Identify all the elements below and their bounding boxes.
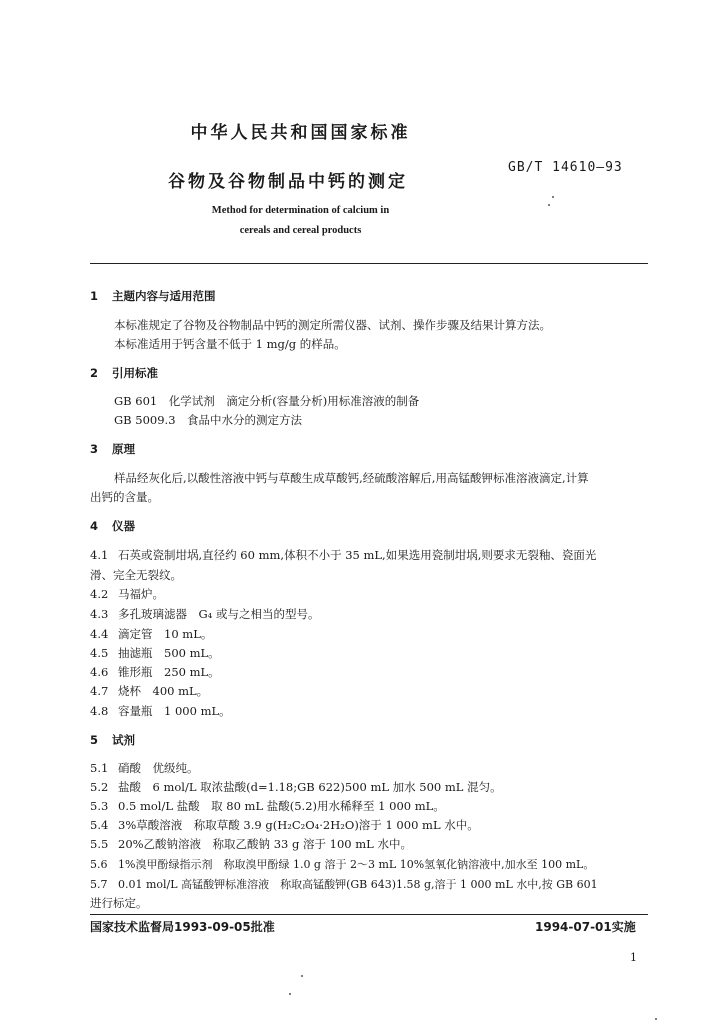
instrument-item: 4.3 多孔玻璃滤器 G₄ 或与之相当的型号。 xyxy=(90,607,320,621)
reagent-item: 5.1 硝酸 优级纯。 xyxy=(90,761,199,775)
instrument-item-continuation: 滑、完全无裂纹。 xyxy=(90,568,182,582)
section-1-paragraph-2: 本标准适用于钙含量不低于 1 mg/g 的样品。 xyxy=(114,337,346,351)
document-title: 谷物及谷物制品中钙的测定 xyxy=(168,172,408,192)
instrument-item: 4.1 石英或瓷制坩埚,直径约 60 mm,体积不小于 35 mL,如果选用瓷制坩埚,则要求无裂釉、瓷面光 xyxy=(90,548,597,562)
scan-speck xyxy=(289,993,291,995)
section-2-heading: 2 引用标准 xyxy=(90,366,158,380)
footer-rule xyxy=(90,914,648,915)
reagent-item: 5.2 盐酸 6 mol/L 取浓盐酸(d=1.18;GB 622)500 mL 加水 500 mL 混匀。 xyxy=(90,780,502,794)
reagent-item: 5.7 0.01 mol/L 高锰酸钾标准溶液 称取高锰酸钾(GB 643)1.58 g,溶于 1 000 mL 水中,按 GB 601 xyxy=(90,878,598,891)
national-standard-title: 中华人民共和国国家标准 xyxy=(190,123,411,143)
effective-date: 1994-07-01实施 xyxy=(535,920,636,934)
scan-speck xyxy=(552,196,554,198)
instrument-item: 4.7 烧杯 400 mL。 xyxy=(90,684,209,698)
page-number: 1 xyxy=(630,951,637,964)
section-3-heading: 3 原理 xyxy=(90,442,135,456)
scan-speck xyxy=(548,204,550,206)
instrument-item: 4.6 锥形瓶 250 mL。 xyxy=(90,665,220,679)
section-4-heading: 4 仪器 xyxy=(90,519,135,533)
reagent-item-continuation: 进行标定。 xyxy=(90,896,148,910)
reference-gb5009: GB 5009.3 食品中水分的测定方法 xyxy=(114,413,303,427)
reagent-item: 5.5 20%乙酸钠溶液 称取乙酸钠 33 g 溶于 100 mL 水中。 xyxy=(90,837,412,851)
section-1-heading: 1 主题内容与适用范围 xyxy=(90,289,216,303)
english-title-line-2: cereals and cereal products xyxy=(239,225,362,236)
approval-date: 国家技术监督局1993-09-05批准 xyxy=(90,920,275,934)
section-1-paragraph-1: 本标准规定了谷物及谷物制品中钙的测定所需仪器、试剂、操作步骤及结果计算方法。 xyxy=(114,318,551,332)
reagent-item: 5.6 1%溴甲酚绿指示剂 称取溴甲酚绿 1.0 g 溶于 2～3 mL 10%氢氧化钠溶液中,加水至 100 mL。 xyxy=(90,858,595,871)
instrument-item: 4.2 马福炉。 xyxy=(90,587,164,601)
instrument-item: 4.8 容量瓶 1 000 mL。 xyxy=(90,704,231,718)
principle-line-2: 出钙的含量。 xyxy=(90,490,159,504)
section-5-heading: 5 试剂 xyxy=(90,733,135,747)
english-title-line-1: Method for determination of calcium in xyxy=(211,205,390,216)
header-rule xyxy=(90,263,648,264)
scan-speck xyxy=(301,975,303,977)
principle-line-1: 样品经灰化后,以酸性溶液中钙与草酸生成草酸钙,经硫酸溶解后,用高锰酸钾标准溶液滴定,计算 xyxy=(114,471,589,485)
standard-number: GB/T 14610—93 xyxy=(508,160,623,175)
scan-speck xyxy=(655,1018,657,1020)
instrument-item: 4.4 滴定管 10 mL。 xyxy=(90,627,213,641)
reagent-item: 5.3 0.5 mol/L 盐酸 取 80 mL 盐酸(5.2)用水稀释至 1 000 mL。 xyxy=(90,799,445,813)
reference-gb601: GB 601 化学试剂 滴定分析(容量分析)用标准溶液的制备 xyxy=(114,394,420,408)
instrument-item: 4.5 抽滤瓶 500 mL。 xyxy=(90,646,220,660)
reagent-item: 5.4 3%草酸溶液 称取草酸 3.9 g(H₂C₂O₄·2H₂O)溶于 1 000 mL 水中。 xyxy=(90,818,479,832)
